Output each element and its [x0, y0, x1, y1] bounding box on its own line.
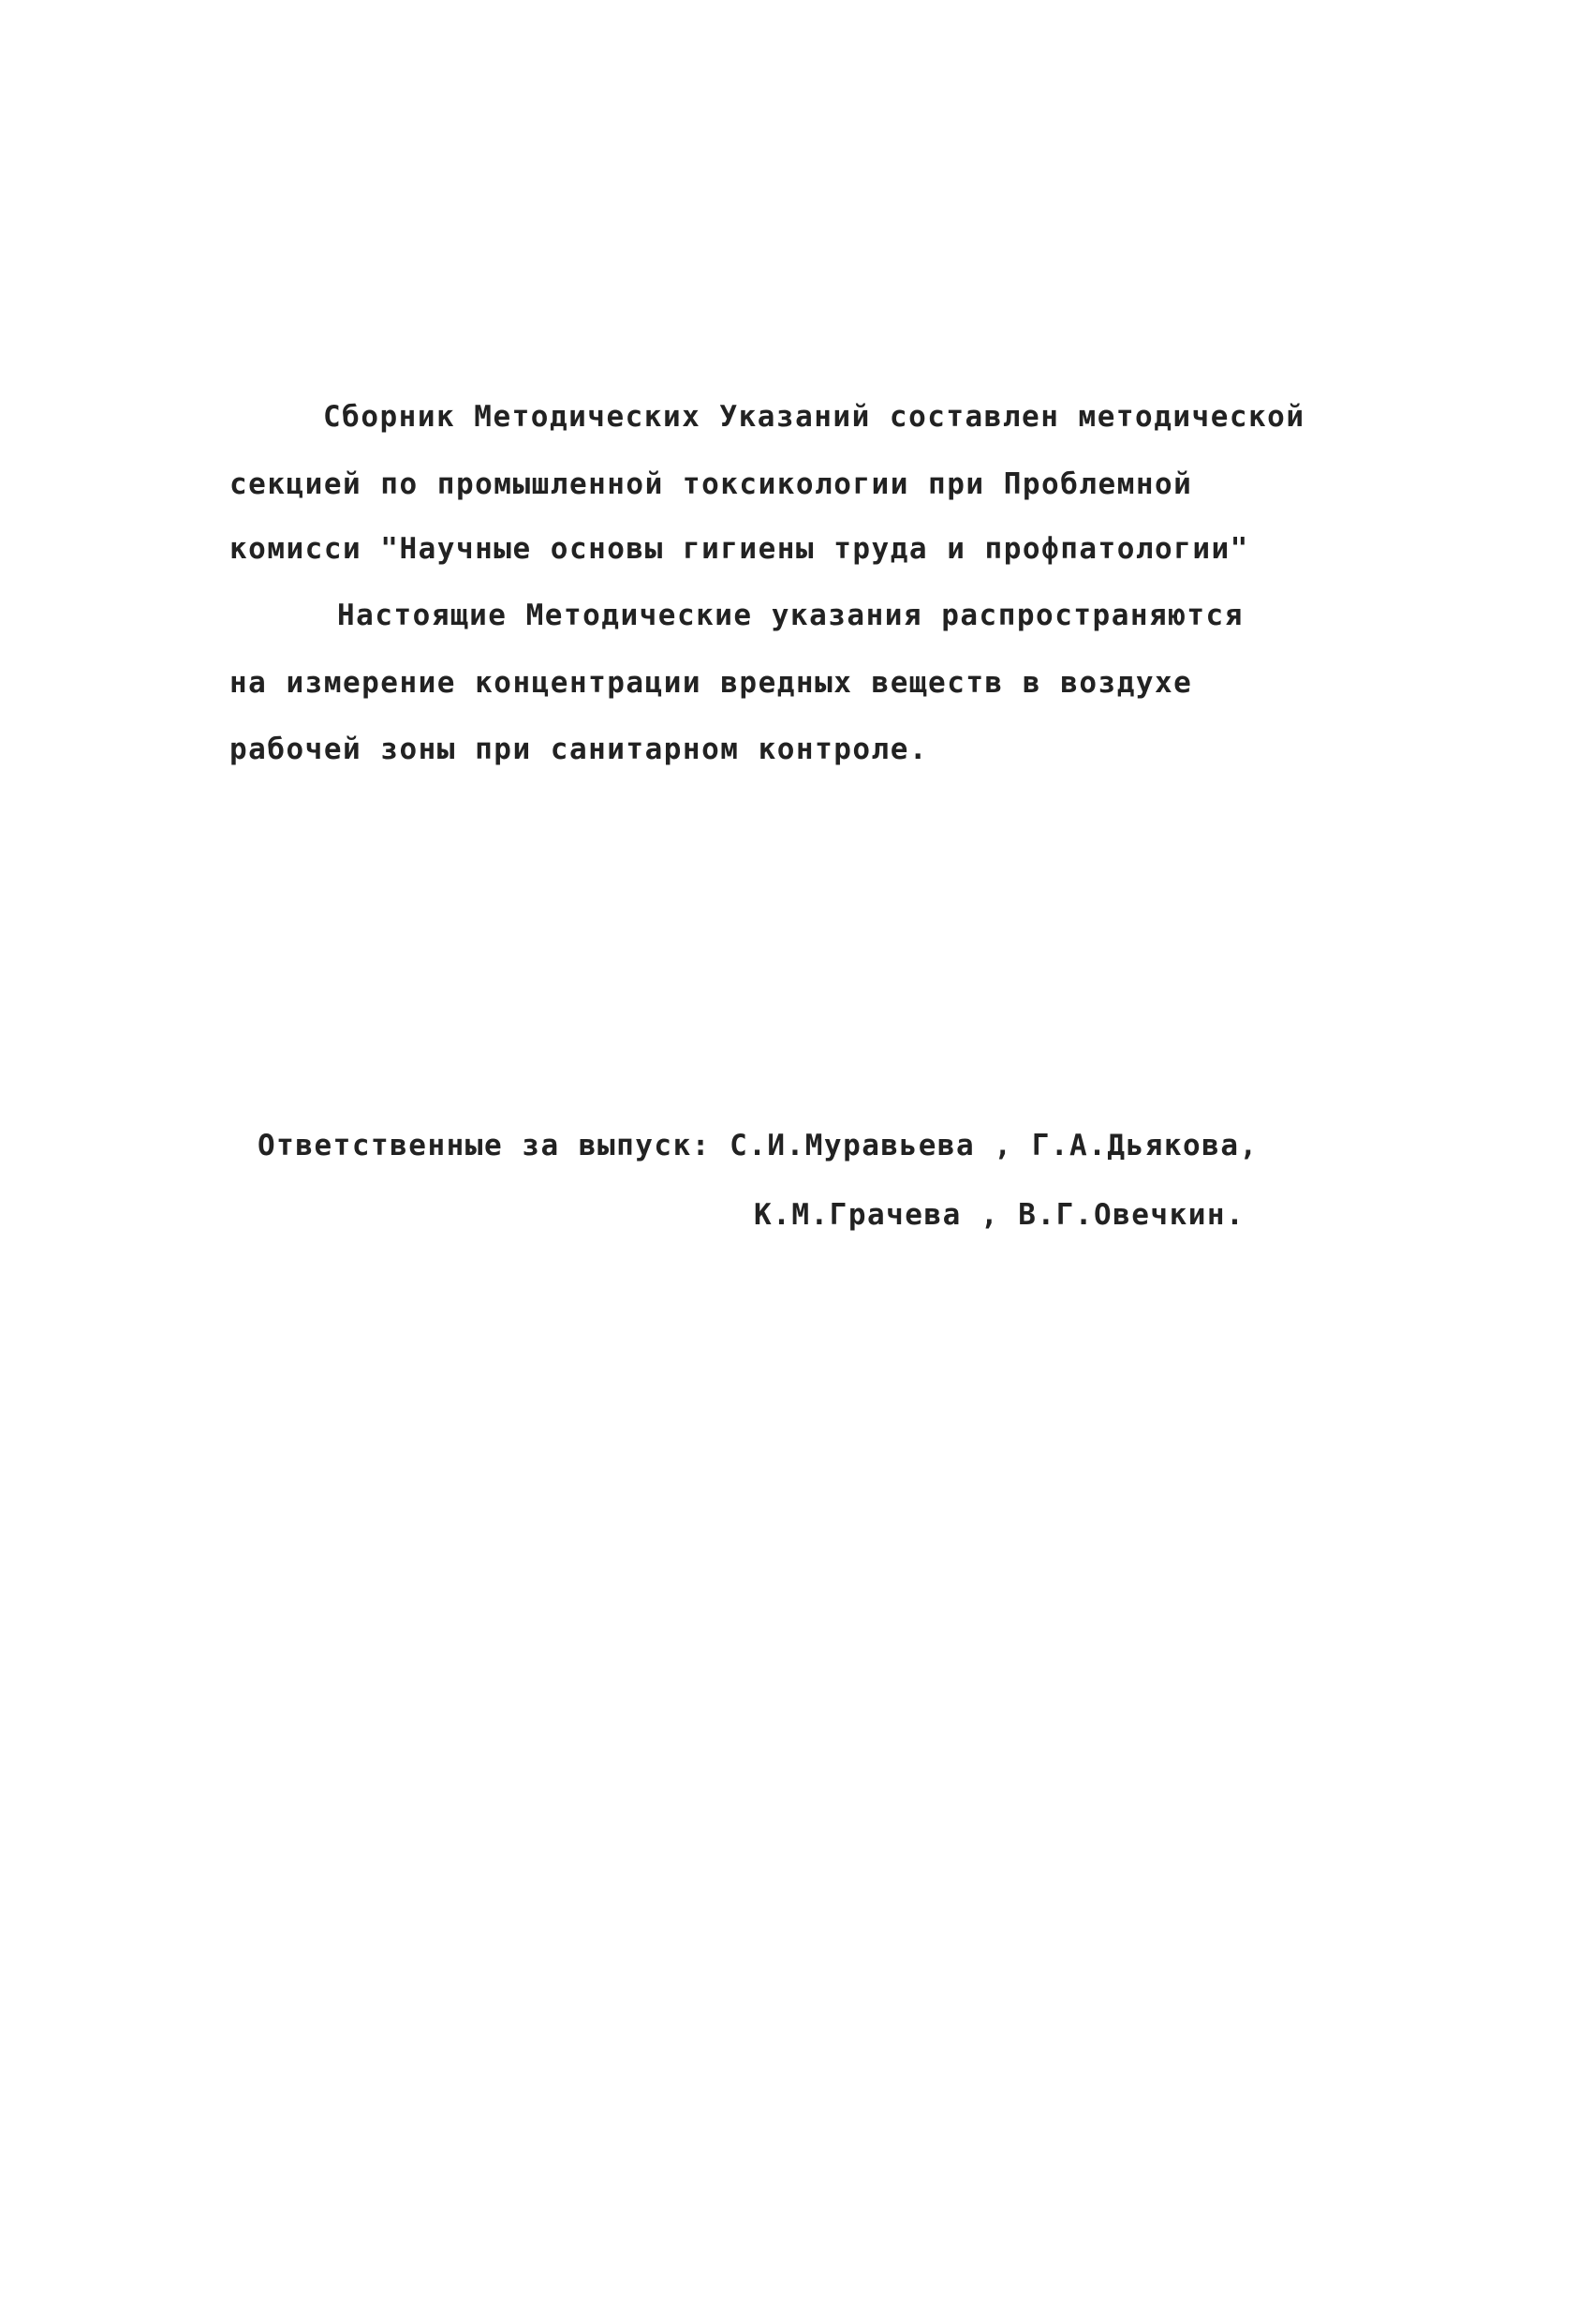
responsible-line1: Ответственные за выпуск: С.И.Муравьева , Г.А.Дьякова, — [258, 1129, 1259, 1162]
paragraph2-line2: на измерение концентрации вредных веществ в воздухе — [229, 666, 1193, 700]
paragraph1-line3: комисси "Научные основы гигиены труда и профпатологии" — [229, 532, 1249, 566]
paragraph2-line1: Настоящие Методические указания распространяются — [337, 599, 1244, 632]
responsible-line2: К.М.Грачева , В.Г.Овечкин. — [754, 1198, 1246, 1232]
paragraph1-line2: секцией по промышленной токсикологии при Проблемной — [229, 467, 1193, 501]
paragraph2-line3: рабочей зоны при санитарном контроле. — [229, 733, 929, 766]
paragraph1-line1: Сборник Методических Указаний составлен методической — [323, 400, 1305, 434]
